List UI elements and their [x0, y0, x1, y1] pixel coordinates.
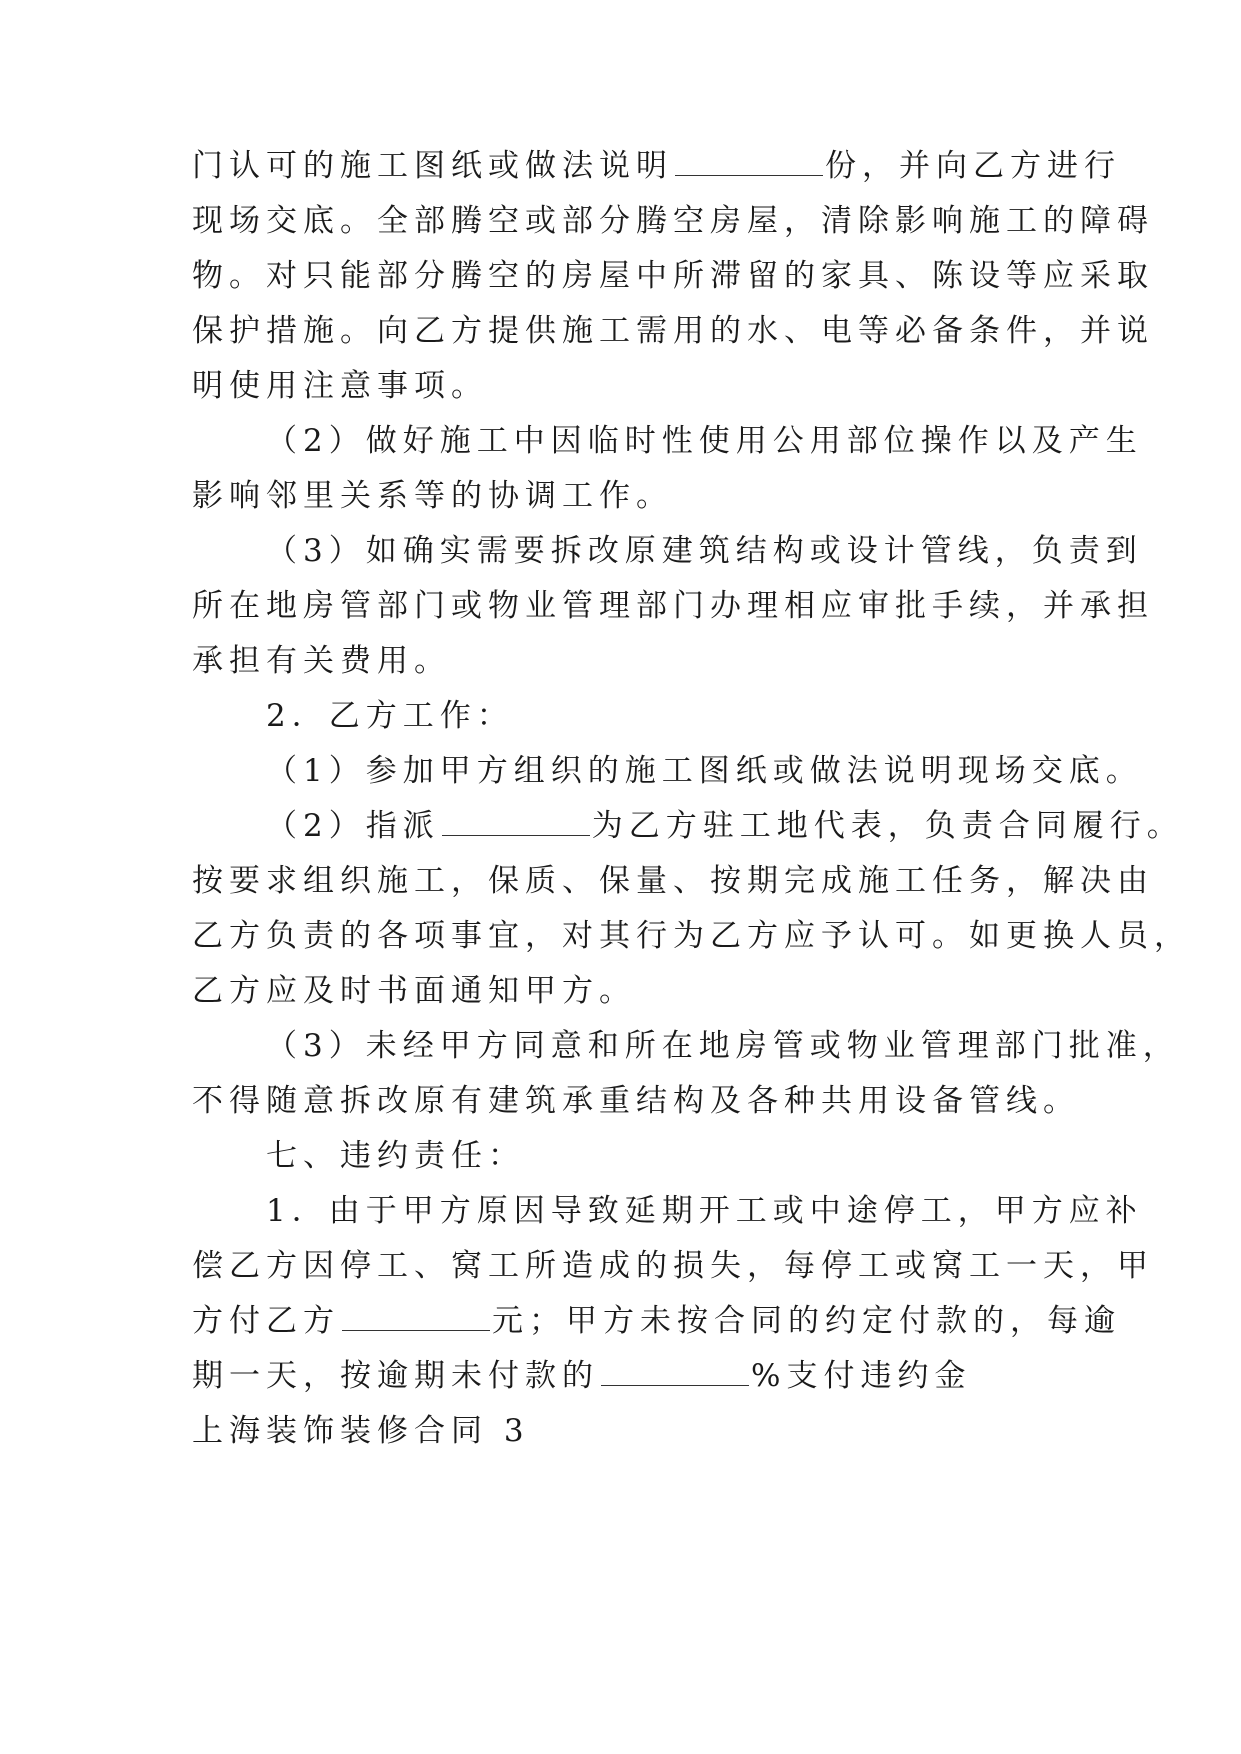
text-line: 承担有关费用。 — [192, 643, 451, 679]
text-line: 明使用注意事项。 — [192, 368, 488, 404]
text-segment: 门认可的施工图纸或做法说明 — [192, 148, 673, 184]
text-line: 按要求组织施工，保质、保量、按期完成施工任务，解决由 — [192, 863, 1154, 899]
text-line: 现场交底。全部腾空或部分腾空房屋，清除影响施工的障碍 — [192, 203, 1154, 239]
text-line — [266, 806, 1184, 846]
fill-in-blank — [675, 148, 823, 176]
text-segment: %支付违约金 — [751, 1358, 972, 1394]
text-line: （2）做好施工中因临时性使用公用部位操作以及产生 — [266, 423, 1143, 459]
text-segment: 期一天，按逾期未付款的 — [192, 1358, 599, 1394]
text-segment: 元；甲方未按合同的约定付款的，每逾 — [492, 1303, 1121, 1339]
text-line: 影响邻里关系等的协调工作。 — [192, 478, 673, 514]
fill-in-blank — [342, 1303, 490, 1331]
text-line: （3）如确实需要拆改原建筑结构或设计管线，负责到 — [266, 533, 1143, 569]
text-line: 乙方负责的各项事宜，对其行为乙方应予认可。如更换人员， — [192, 918, 1191, 954]
text-line: 1．由于甲方原因导致延期开工或中途停工，甲方应补 — [266, 1193, 1143, 1229]
text-line — [192, 1356, 1052, 1396]
fill-in-blank — [442, 808, 590, 836]
text-line: 所在地房管部门或物业管理部门办理相应审批手续，并承担 — [192, 588, 1154, 624]
text-line: 物。对只能部分腾空的房屋中所滞留的家具、陈设等应采取 — [192, 258, 1154, 294]
section-heading: 七、违约责任： — [266, 1138, 525, 1174]
text-line: 不得随意拆改原有建筑承重结构及各种共用设备管线。 — [192, 1083, 1080, 1119]
text-line — [192, 146, 1121, 186]
text-line: （3）未经甲方同意和所在地房管或物业管理部门批准， — [266, 1028, 1180, 1064]
text-line: 偿乙方因停工、窝工所造成的损失，每停工或窝工一天，甲 — [192, 1248, 1154, 1284]
text-line: （1）参加甲方组织的施工图纸或做法说明现场交底。 — [266, 753, 1143, 789]
text-segment: 为乙方驻工地代表，负责合同履行。 — [591, 808, 1184, 844]
text-segment: 方付乙方 — [192, 1303, 340, 1339]
text-line: 乙方应及时书面通知甲方。 — [192, 973, 636, 1009]
text-segment: （2）指派 — [266, 808, 440, 844]
document-title: 上海装饰装修合同 3 — [192, 1413, 530, 1449]
text-line — [192, 1301, 1121, 1341]
text-line: 保护措施。向乙方提供施工需用的水、电等必备条件，并说 — [192, 313, 1154, 349]
section-heading: 2．乙方工作： — [266, 698, 514, 734]
fill-in-blank — [601, 1358, 749, 1386]
text-segment: 份，并向乙方进行 — [825, 148, 1121, 184]
